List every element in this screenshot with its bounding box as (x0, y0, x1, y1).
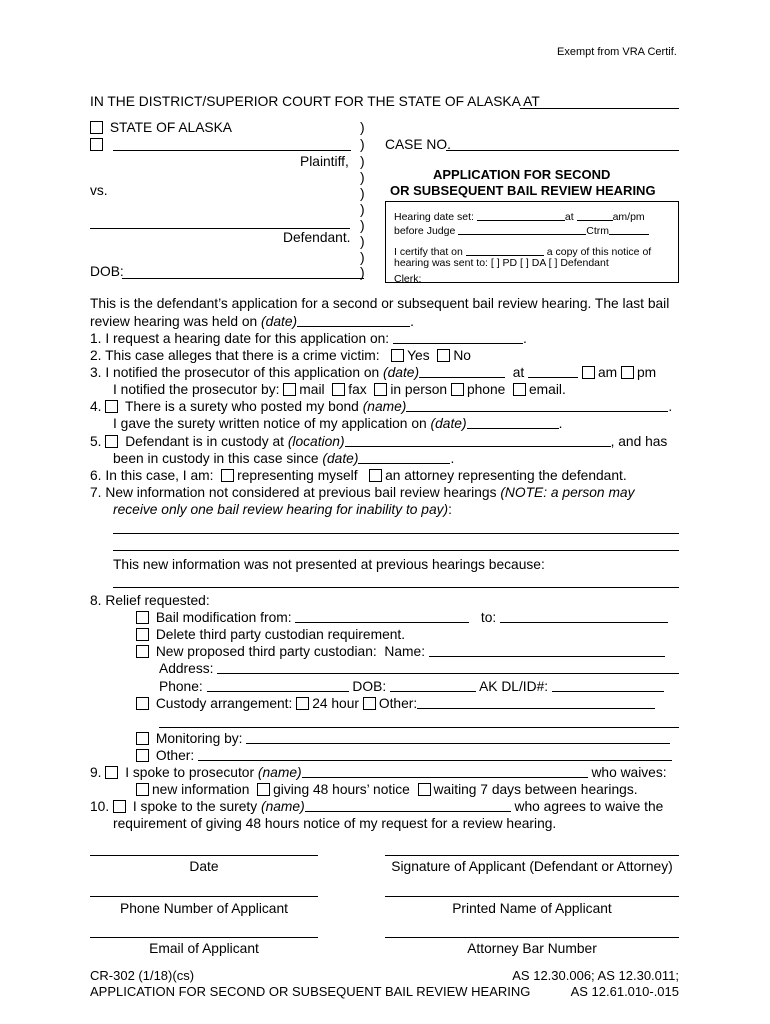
surety-contact-name-label: (name) (260, 799, 305, 814)
email-method-label: email. (528, 382, 566, 397)
bar-number-label: Attorney Bar Number (467, 941, 597, 956)
item-1-text: I request a hearing date for this application on: (105, 331, 390, 346)
item-4-text: There is a surety who posted my bond (124, 399, 359, 414)
am-checkbox[interactable] (582, 366, 595, 379)
item-3-number: 3. (90, 365, 102, 380)
item-4: 4. There is a surety who posted my bond (name) . (90, 399, 673, 414)
phone-method-label: phone (466, 382, 506, 397)
waiver-options-row (136, 782, 638, 797)
item-3-text: I notified the prosecutor of this application on (105, 365, 380, 380)
intro-line-1: This is the defendant’s application for a second or subsequent bail review hearing. The last bail (90, 296, 670, 311)
item-8-text: Relief requested: (105, 593, 210, 608)
hearing-date-field[interactable] (477, 208, 565, 221)
notify-date-label: (date) (383, 365, 420, 380)
pm-label: pm (636, 365, 657, 380)
hour24-checkbox[interactable] (296, 697, 309, 710)
custody-since-date-field[interactable] (358, 451, 450, 464)
custody-other-label: Other: (378, 696, 418, 711)
custody-since-text: been in custody in this case since (113, 451, 319, 466)
bail-modification-label: Bail modification from: (155, 610, 292, 625)
monitoring-row (136, 731, 670, 746)
item-10-text: I spoke to the surety (132, 799, 258, 814)
spoke-surety-checkbox[interactable] (113, 800, 126, 813)
other-plaintiff-option (90, 137, 106, 152)
item-7-colon: : (448, 502, 452, 517)
clerk-at-label: at (564, 211, 574, 223)
requested-hearing-date-field[interactable] (393, 331, 523, 344)
fax-checkbox[interactable] (332, 383, 345, 396)
hearing-date-set-label: Hearing date set: (394, 211, 474, 223)
item-10-requirement: requirement of giving 48 hours notice of my request for a review hearing. (113, 816, 557, 831)
caption-paren: ) (360, 154, 365, 169)
custody-checkbox[interactable] (105, 435, 118, 448)
state-of-alaska-label: STATE OF ALASKA (109, 120, 233, 135)
at-label: at (512, 365, 525, 380)
surety-notice-date-field[interactable] (467, 416, 559, 429)
giving48-label: giving 48 hours’ notice (273, 782, 410, 797)
state-of-alaska-option (90, 120, 232, 135)
item-4-number: 4. (90, 399, 102, 414)
item-7-note-2: receive only one bail review hearing for inability to pay) (113, 502, 449, 517)
attorney-label: an attorney representing the defendant. (385, 468, 627, 483)
item-4-notice: I gave the surety written notice of my application on (date) . (113, 416, 563, 431)
defendant-name-field[interactable] (90, 228, 350, 229)
email-label: Email of Applicant (149, 941, 259, 956)
bar-number-line[interactable] (385, 937, 679, 938)
item-7-text: New information not considered at previous bail review hearings (105, 485, 497, 500)
copy-notice-label: a copy of this notice of (546, 246, 652, 258)
ctrm-label: Ctrm (586, 225, 609, 237)
printed-name-line[interactable] (385, 896, 679, 897)
waiting7-checkbox[interactable] (418, 783, 431, 796)
clerk-field[interactable] (421, 270, 469, 283)
clerk-row (394, 270, 469, 285)
custodian-dob-label: DOB: (352, 679, 387, 694)
other-relief-checkbox[interactable] (136, 749, 149, 762)
phone-label: Phone Number of Applicant (120, 901, 288, 916)
certify-label: I certify that on (394, 246, 463, 258)
caption-paren: ) (360, 120, 365, 135)
item-2-number: 2. (90, 348, 102, 363)
custody-location-label: (location) (287, 434, 345, 449)
date-label: Date (189, 859, 219, 874)
new-info-line-2[interactable] (113, 550, 679, 551)
custody-other-checkbox[interactable] (363, 697, 376, 710)
prosecutor-name-field[interactable] (302, 765, 588, 778)
state-of-alaska-checkbox[interactable] (90, 121, 103, 134)
not-presented-line[interactable] (113, 587, 679, 588)
other-plaintiff-checkbox[interactable] (90, 138, 103, 151)
new-info-label: new information (152, 782, 250, 797)
hearing-sent-row: hearing was sent to: [ ] PD [ ] DA [ ] Defendant (394, 257, 609, 269)
monitoring-checkbox[interactable] (136, 732, 149, 745)
item-9-text: I spoke to prosecutor (125, 765, 255, 780)
other-relief-row (136, 748, 672, 763)
pm-checkbox[interactable] (621, 366, 634, 379)
hearing-date-row (394, 208, 645, 223)
phone-signature-line[interactable] (90, 896, 318, 897)
item-10-number: 10. (90, 799, 110, 814)
in-person-label: in person (390, 382, 448, 397)
victim-no-checkbox[interactable] (437, 349, 450, 362)
certify-date-field[interactable] (466, 243, 544, 256)
intro-line-2-text: review hearing was held on (90, 314, 258, 329)
caption-paren: ) (360, 218, 365, 233)
clerk-label: Clerk: (394, 273, 422, 285)
surety-notice-date-label: (date) (430, 416, 467, 431)
phone-checkbox[interactable] (451, 383, 464, 396)
new-custodian-row (136, 644, 665, 659)
caption-paren: ) (360, 170, 365, 185)
new-custodian-checkbox[interactable] (136, 645, 149, 658)
custodian-address-field[interactable] (217, 661, 679, 674)
representing-myself-checkbox[interactable] (221, 469, 234, 482)
notify-time-field[interactable] (528, 365, 578, 378)
other-relief-field[interactable] (198, 748, 672, 761)
dob-field[interactable] (122, 278, 364, 279)
custody-other-field[interactable] (417, 696, 655, 709)
custodian-dob-field[interactable] (390, 679, 476, 692)
no-label: No (453, 348, 471, 363)
judge-field[interactable] (458, 222, 586, 235)
custody-since-date-label: (date) (322, 451, 359, 466)
new-custodian-label: New proposed third party custodian: (155, 644, 377, 659)
bail-to-label: to: (480, 610, 497, 625)
monitoring-label: Monitoring by: (155, 731, 243, 746)
caption-paren: ) (360, 202, 365, 217)
other-plaintiff-field[interactable] (113, 150, 351, 151)
delete-custodian-label: Delete third party custodian requirement. (155, 627, 406, 642)
mail-checkbox[interactable] (283, 383, 296, 396)
statute-line-1: AS 12.30.006; AS 12.30.011; (512, 968, 679, 983)
applicant-signature-line[interactable] (385, 855, 679, 856)
item-10 (90, 799, 663, 814)
custodian-phone-label: Phone: (159, 679, 203, 694)
dob-label: DOB: (90, 264, 124, 279)
custodian-name-field[interactable] (429, 644, 665, 657)
item-5-since: been in custody in this case since (date) . (113, 451, 455, 466)
custody-arrangement-line[interactable] (159, 727, 679, 728)
caption-paren: ) (360, 186, 365, 201)
statute-line-2: AS 12.61.010-.015 (570, 984, 679, 999)
item-5 (90, 434, 667, 449)
and-has-label: , and has (610, 434, 668, 449)
item-7 (90, 485, 635, 500)
notify-method-label: I notified the prosecutor by: (113, 382, 280, 397)
waiting7-label: waiting 7 days between hearings. (433, 782, 638, 797)
yes-label: Yes (407, 348, 430, 363)
item-3-method (113, 382, 566, 397)
clerk-ampm-label: am/pm (612, 211, 645, 223)
ak-dl-field[interactable] (552, 679, 664, 692)
before-judge-label: before Judge (394, 225, 456, 237)
item-7-note (113, 502, 452, 517)
form-title-line2: OR SUBSEQUENT BAIL REVIEW HEARING (390, 183, 656, 198)
bail-modification-row (136, 610, 668, 625)
surety-name-field[interactable] (406, 399, 668, 412)
footer-form-title: APPLICATION FOR SECOND OR SUBSEQUENT BAIL REVIEW HEARING (90, 984, 531, 999)
bail-to-field[interactable] (500, 610, 668, 623)
bail-from-field[interactable] (295, 610, 469, 623)
custodian-name-label: Name: (384, 644, 426, 659)
monitoring-field[interactable] (246, 731, 670, 744)
caption-paren: ) (360, 234, 365, 249)
item-2 (90, 348, 471, 363)
custodian-address-label: Address: (159, 661, 214, 676)
vs-label: vs. (90, 183, 108, 198)
item-6-number: 6. (90, 468, 102, 483)
item-8-number: 8. (90, 593, 102, 608)
intro-line-2: review hearing was held on (date) . (90, 314, 414, 329)
judge-row (394, 222, 649, 237)
item-8 (90, 593, 210, 608)
surety-contact-name-field[interactable] (305, 799, 511, 812)
notify-date-field[interactable] (419, 365, 505, 378)
custody-arrangement-row (136, 696, 655, 711)
attorney-checkbox[interactable] (369, 469, 382, 482)
hour24-label: 24 hour (312, 696, 359, 711)
ctrm-field[interactable] (609, 222, 649, 235)
prosecutor-name-label: (name) (257, 765, 302, 780)
case-no-label: CASE NO. (385, 137, 451, 152)
who-agrees-label: who agrees to waive the (514, 799, 664, 814)
item-2-text: This case alleges that there is a crime victim: (105, 348, 380, 363)
new-info-checkbox[interactable] (136, 783, 149, 796)
custody-arrangement-checkbox[interactable] (136, 697, 149, 710)
item-1-number: 1. (90, 331, 102, 346)
caption-paren: ) (360, 137, 365, 152)
case-no-field[interactable] (446, 150, 679, 151)
bail-modification-checkbox[interactable] (136, 611, 149, 624)
custodian-address-row (159, 661, 679, 676)
who-waives-label: who waives: (591, 765, 667, 780)
email-signature-line[interactable] (90, 937, 318, 938)
mail-label: mail (299, 382, 325, 397)
delete-custodian-checkbox[interactable] (136, 628, 149, 641)
item-1: 1. I request a hearing date for this application on: . (90, 331, 527, 346)
item-9-number: 9. (90, 765, 102, 780)
new-info-line-1[interactable] (113, 533, 679, 534)
email-checkbox[interactable] (513, 383, 526, 396)
printed-name-label: Printed Name of Applicant (452, 901, 612, 916)
item-6-text: In this case, I am: (105, 468, 214, 483)
surety-checkbox[interactable] (105, 400, 118, 413)
item-7-note-1: (NOTE: a person may (500, 485, 635, 500)
not-presented-text: This new information was not presented at previous hearings because: (113, 557, 545, 572)
am-label: am (597, 365, 618, 380)
defendant-label: Defendant. (283, 230, 351, 245)
custody-arrangement-label: Custody arrangement: (155, 696, 293, 711)
representing-myself-label: representing myself (237, 468, 358, 483)
other-relief-label: Other: (155, 748, 195, 763)
giving48-checkbox[interactable] (257, 783, 270, 796)
signature-label: Signature of Applicant (Defendant or Attorney) (391, 859, 673, 874)
spoke-prosecutor-checkbox[interactable] (105, 766, 118, 779)
custody-location-field[interactable] (345, 434, 611, 447)
court-heading: IN THE DISTRICT/SUPERIOR COURT FOR THE STATE OF ALASKA AT (90, 94, 540, 109)
caption-paren: ) (360, 265, 365, 280)
item-5-number: 5. (90, 434, 102, 449)
last-hearing-date-field[interactable] (297, 314, 410, 327)
item-9 (90, 765, 667, 780)
court-location-field[interactable] (520, 108, 679, 109)
surety-name-label: (name) (362, 399, 407, 414)
plaintiff-label: Plaintiff, (300, 154, 349, 169)
surety-notice-text: I gave the surety written notice of my application on (113, 416, 427, 431)
fax-label: fax (348, 382, 367, 397)
certify-row (394, 243, 651, 258)
item-3 (90, 365, 656, 380)
custodian-phone-row (159, 679, 664, 694)
form-title-line1: APPLICATION FOR SECOND (433, 167, 611, 182)
in-person-checkbox[interactable] (374, 383, 387, 396)
date-signature-line[interactable] (90, 855, 318, 856)
form-number: CR-302 (1/18)(cs) (90, 968, 195, 983)
ak-dl-label: AK DL/ID#: (479, 679, 549, 694)
item-7-number: 7. (90, 485, 102, 500)
delete-custodian-row (136, 627, 405, 642)
item-6 (90, 468, 627, 483)
custodian-phone-field[interactable] (207, 679, 349, 692)
caption-paren: ) (360, 250, 365, 265)
exempt-note: Exempt from VRA Certif. (557, 46, 677, 58)
hearing-time-field[interactable] (577, 208, 613, 221)
item-5-text: Defendant is in custody at (125, 434, 284, 449)
victim-yes-checkbox[interactable] (391, 349, 404, 362)
last-hearing-date-label: (date) (261, 314, 298, 329)
